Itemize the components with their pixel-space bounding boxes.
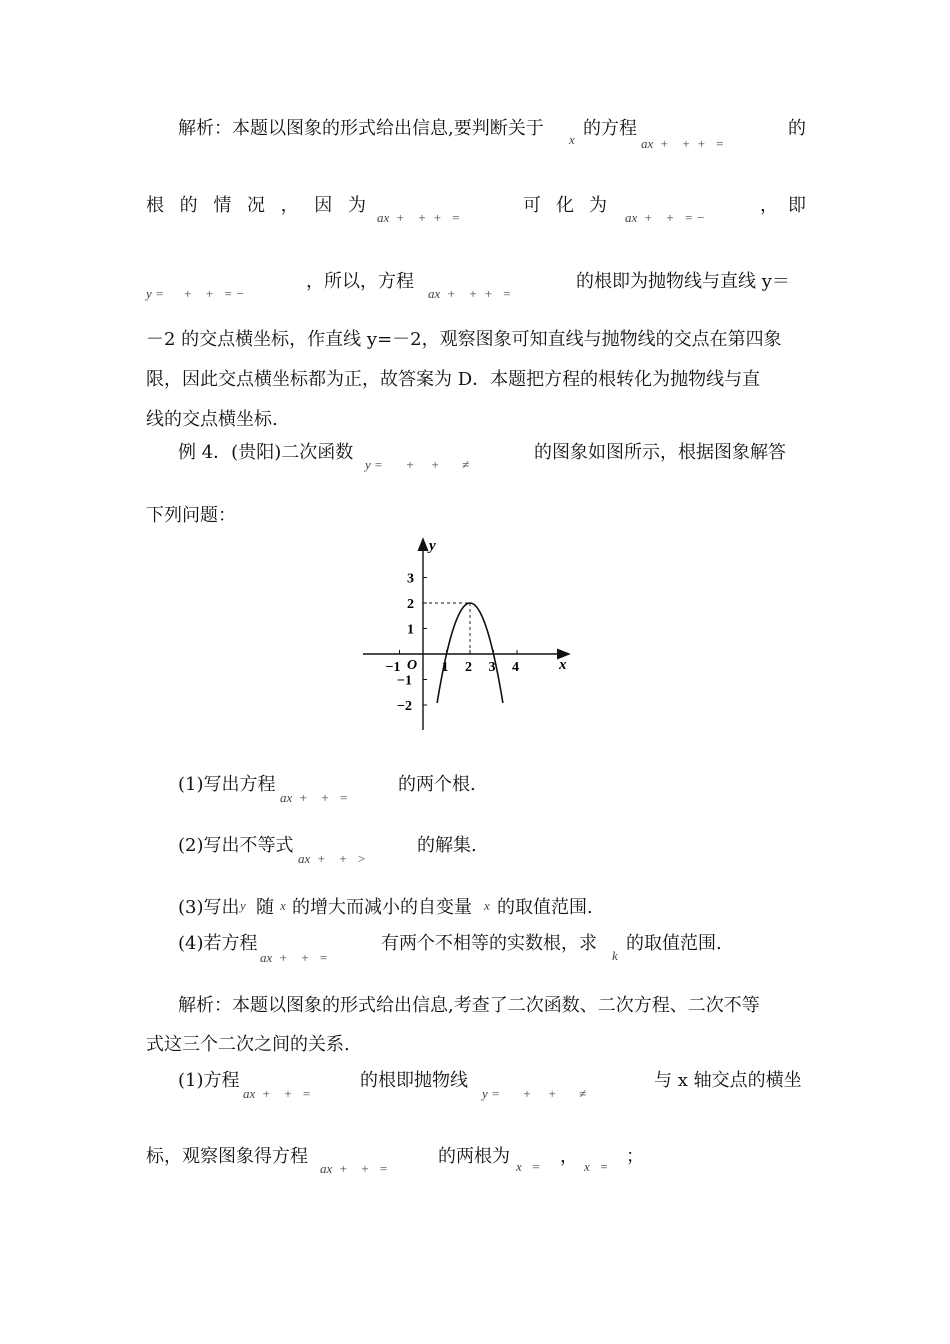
para2-line4-b: 的两根为: [438, 1146, 510, 1167]
para1-line4: －2 的交点横坐标，作直线 y=－2，观察图象可知直线与抛物线的交点在第四象: [146, 329, 782, 350]
q2-a: (2)写出不等式: [178, 835, 294, 856]
para2-line1: 解析：本题以图象的形式给出信息,考查了二次函数、二次方程、二次不等: [178, 995, 760, 1016]
y-tick-label: 2: [407, 597, 414, 612]
math-inequality: ax + + >: [298, 851, 366, 866]
q2-b: 的解集.: [417, 835, 477, 856]
math-equation: y = + + ≠: [482, 1086, 587, 1101]
para2-line3-b: 的根即抛物线: [360, 1070, 468, 1091]
y-tick-label: 3: [407, 571, 414, 587]
para1-line6: 线的交点横坐标.: [146, 409, 278, 430]
example4-b: 的图象如图所示，根据图象解答: [534, 442, 786, 463]
y-tick-label: 1: [407, 622, 414, 638]
x-tick-label: −1: [385, 660, 401, 675]
x-tick-label: 3: [488, 660, 496, 675]
q3-d: 的取值范围.: [497, 897, 593, 918]
math-k: k: [612, 948, 618, 963]
parabola-graph: [355, 530, 585, 735]
para1-line2-d: 即: [788, 195, 806, 216]
para1-line5: 限，因此交点横坐标都为正，故答案为 D．本题把方程的根转化为抛物线与直: [146, 369, 761, 390]
para1-line1-c: 的: [788, 118, 806, 139]
math-equation: ax + + + =: [641, 136, 725, 151]
math-equation: ax + + =: [320, 1161, 388, 1176]
math-equation: ax + + = −: [625, 210, 705, 225]
math-x: x: [569, 132, 575, 147]
math-root1: x =: [516, 1159, 541, 1174]
math-x: x: [280, 898, 286, 913]
math-equation: y = + + ≠: [365, 457, 470, 472]
q3-c: 的增大而减小的自变量: [292, 897, 472, 918]
para1-line1-a: 解析：本题以图象的形式给出信息,要判断关于: [178, 118, 544, 139]
para1-line1-b: 的方程: [583, 118, 637, 139]
math-equation: ax + + =: [280, 790, 348, 805]
math-equation: ax + + =: [260, 950, 328, 965]
para1-line2-spaced-b: 可 化 为: [523, 195, 607, 216]
para2-line2: 式这三个二次之间的关系.: [146, 1034, 350, 1055]
para1-line3-a: ，所以，方程: [306, 271, 414, 292]
x-tick-label: 2: [465, 660, 472, 675]
math-root2: x =: [584, 1159, 609, 1174]
q1-b: 的两个根.: [398, 774, 476, 795]
x-tick-label: 4: [512, 660, 519, 675]
math-x: x: [484, 898, 490, 913]
para2-line4-a: 标，观察图象得方程: [146, 1146, 308, 1167]
para1-line3-b: 的根即为抛物线与直线 y＝: [576, 271, 790, 292]
math-equation: y = + + = −: [146, 286, 245, 301]
q4-b: 有两个不相等的实数根，求: [381, 933, 597, 954]
y-axis-label: y: [429, 538, 436, 554]
para2-line3-c: 与 x 轴交点的横坐: [654, 1070, 802, 1091]
origin-label: O: [407, 658, 418, 673]
q4-a: (4)若方程: [178, 933, 258, 954]
para1-line2-comma: ，: [760, 195, 778, 216]
para2-line3-a: (1)方程: [178, 1070, 240, 1091]
x-axis-label: x: [559, 657, 567, 673]
q1-a: (1)写出方程: [178, 774, 276, 795]
example4-a: 例 4．(贵阳)二次函数: [178, 442, 354, 463]
para2-line4-d: ；: [626, 1146, 644, 1167]
q3-b: 随: [256, 897, 274, 918]
y-tick-label: −1: [397, 673, 412, 689]
math-y: y: [240, 898, 246, 913]
q3-a: (3)写出: [178, 897, 240, 918]
example4-c: 下列问题：: [146, 505, 236, 526]
para2-line4-c: ，: [560, 1146, 578, 1167]
math-equation: ax + + + =: [428, 286, 512, 301]
q4-c: 的取值范围.: [626, 933, 722, 954]
math-equation: ax + + + =: [377, 210, 461, 225]
y-tick-label: −2: [397, 699, 412, 714]
math-equation: ax + + =: [243, 1086, 311, 1101]
para1-line2-spaced: 根 的 情 况 ， 因 为: [146, 195, 366, 216]
x-tick-label: 1: [441, 660, 449, 675]
